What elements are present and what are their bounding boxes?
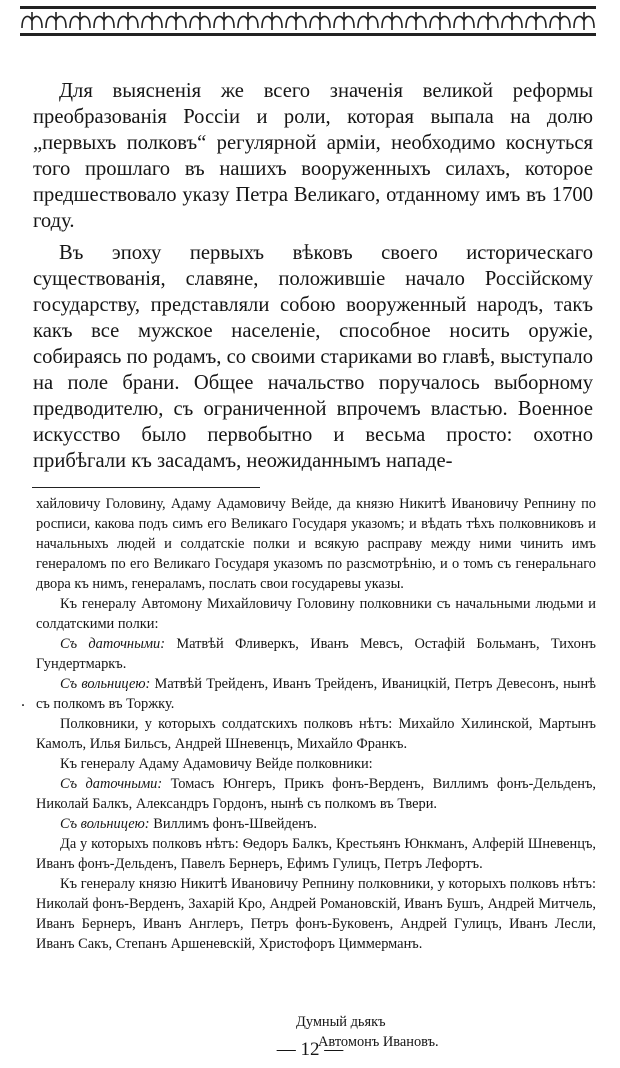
margin-mark: . [21, 693, 25, 710]
ornament-motif [214, 12, 234, 30]
ornament-motif [310, 12, 330, 30]
ornament-motif [94, 12, 114, 30]
datochnye-label: Съ даточными: [60, 776, 163, 792]
ornament-motif [22, 12, 42, 30]
ornament-motif [454, 12, 474, 30]
ornament-motif [550, 12, 570, 30]
ornament-motif [406, 12, 426, 30]
volnitsa-label: Съ вольницею: [60, 816, 150, 832]
ornament-motif [166, 12, 186, 30]
ornament-motif [262, 12, 282, 30]
main-text [33, 78, 593, 474]
ornament-motif [430, 12, 450, 30]
footnote-intro: хайловичу Головину, Адаму Адамовичу Вейде, да князю Никитѣ Ивановичу Репнину по росписи, какова подъ симъ его Великаго Государя указомъ; и вѣдать тѣхъ полковниковъ и начальныхъ людей и солдатскіе полки и всякую расправу между ними чинить имъ генераломъ по его Великаго Государя указомъ по разсмотрѣнію, и о томъ съ генеральнаго двора къ нимъ, генераламъ, послать свои государевы указы. [36, 496, 596, 592]
footnote [36, 494, 596, 954]
golovin-no-regiments: Полковники, у которыхъ солдатскихъ полковъ нѣтъ: Михайло Хилинской, Мартынъ Камолъ, Илья Бильсъ, Андрей Шневенцъ, Михайло Франкъ. [36, 716, 596, 752]
ornament-motif [286, 12, 306, 30]
veide-datochnye: Съ даточными: Томасъ Юнгеръ, Прикъ фонъ-Верденъ, Виллимъ фонъ-Дельденъ, Николай Балкъ, Александръ Гордонъ, нынѣ съ полкомъ въ Твери. [36, 776, 596, 812]
ornamental-header-border [20, 6, 596, 36]
veide-heading: Къ генералу Адаму Адамовичу Вейде полковники: [60, 756, 373, 772]
golovin-volnitsa: Съ вольницею: Матвѣй Трейденъ, Иванъ Трейденъ, Иваницкій, Петръ Девесонъ, нынѣ съ полкомъ въ Торжку. [36, 676, 596, 712]
ornament-motif [118, 12, 138, 30]
ornament-motif [478, 12, 498, 30]
ornament-motif [502, 12, 522, 30]
ornament-motif [142, 12, 162, 30]
page-number: — 12 — [276, 1039, 344, 1060]
veide-no-regiments: Да у которыхъ полковъ нѣтъ: Ѳедоръ Балкъ, Крестьянъ Юнкманъ, Алферій Шневенцъ, Иванъ фонъ-Дельденъ, Павелъ Бернеръ, Ефимъ Гулицъ, Петръ Лефортъ. [36, 836, 596, 872]
ornament-motif [46, 12, 66, 30]
signature-title: Думный дьякъ [296, 1014, 386, 1030]
ornament-motif [574, 12, 594, 30]
ornament-motif [238, 12, 258, 30]
signature-name: Автомонъ Ивановъ. [318, 1034, 439, 1050]
volnitsa-label: Съ вольницею: [60, 676, 151, 692]
repnin-heading: Къ генералу князю Никитѣ Ивановичу Репнину полковники, у которыхъ полковъ нѣтъ: Николай фонъ-Верденъ, Захарій Кро, Андрей Романовскій, Иванъ Бушъ, Андрей Митчель, Иванъ Бернеръ, Иванъ Англеръ, Петръ фонъ-Букoвенъ, Андрей Гулицъ, Иванъ Лесли, Иванъ Сакъ, Степанъ Аршеневскій, Христофоръ Циммерманъ. [36, 876, 596, 952]
paragraph-slavs: Въ эпоху первыхъ вѣковъ своего историческаго существованія, славяне, положившіе начало Россійскому государству, представляли собою вооруженный народъ, такъ какъ все мужское населеніе, способное носить оружіе, собираясь по родамъ, со своими стариками во главѣ, выступало на поле брани. Общее начальство поручалось выборному предводителю, съ ограниченной впрочемъ властью. Военное искусство было первобытно и весьма просто: охотно прибѣгали къ засадамъ, неожиданнымъ нападе- [33, 242, 593, 472]
ornament-motif [70, 12, 90, 30]
ornament-motif [382, 12, 402, 30]
veide-volnitsa: Съ вольницею: Виллимъ фонъ-Швейденъ. [60, 816, 317, 832]
ornament-motif [526, 12, 546, 30]
ornament-motif [190, 12, 210, 30]
ornament-motif [358, 12, 378, 30]
golovin-heading: Къ генералу Автомону Михайловичу Головину полковники съ начальными людьми и солдатскими полки: [36, 596, 596, 632]
footnote-divider [32, 487, 260, 488]
paragraph-reform: Для выясненія же всего значенія великой реформы преобразованія Россіи и роли, которая выпала на долю „первыхъ полковъ“ регулярной арміи, необходимо коснуться того прошлаго въ нашихъ вооруженныхъ силахъ, которое предшествовало указу Петра Великаго, отданному имъ въ 1700 году. [33, 80, 593, 232]
ornament-motif [334, 12, 354, 30]
datochnye-label: Съ даточными: [60, 636, 165, 652]
golovin-datochnye: Съ даточными: Матвѣй Фливеркъ, Иванъ Мевсъ, Остафій Больманъ, Тихонъ Гундертмаркъ. [36, 636, 596, 672]
